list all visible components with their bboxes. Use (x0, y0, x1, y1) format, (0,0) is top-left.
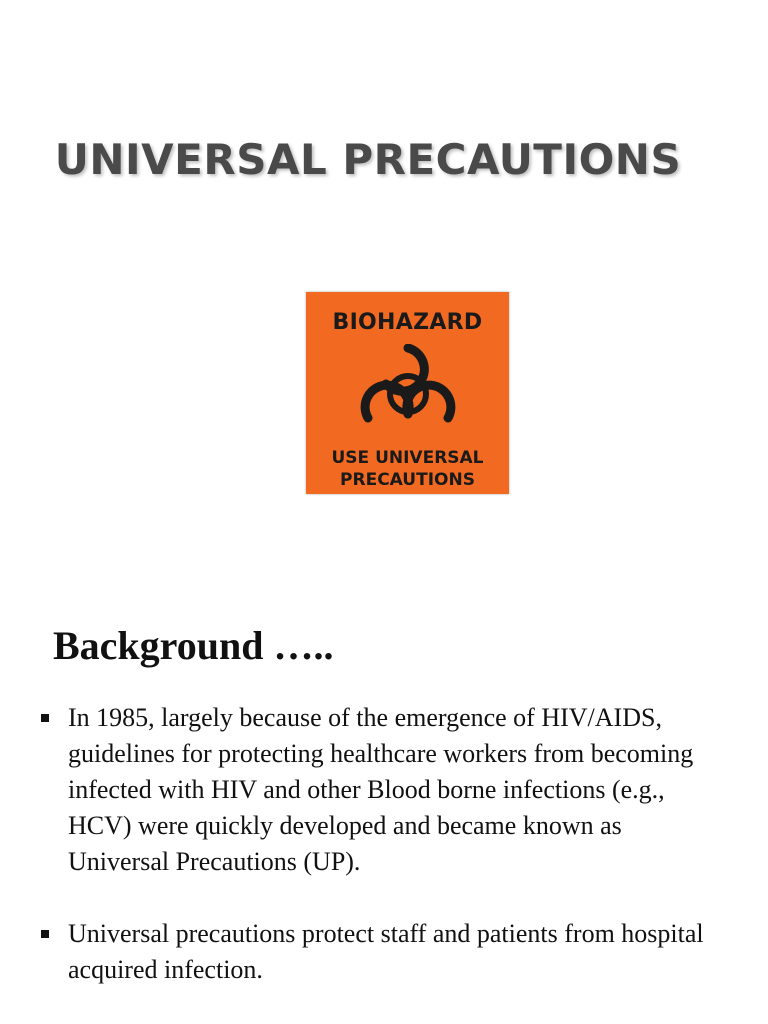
section-heading: Background ….. (53, 623, 334, 668)
sign-bottom-line1: USE UNIVERSAL (331, 448, 484, 468)
bullet-square-icon (41, 714, 49, 722)
biohazard-sign (306, 292, 509, 494)
bullet-text: In 1985, largely because of the emergence of HIV/AIDS, guidelines for protecting healthcare workers from becoming infected with HIV and other Blood borne infections (e.g., HCV) were quickly developed and became known as Universal Precautions (UP). (68, 703, 694, 876)
sign-bottom-line2: PRECAUTIONS (340, 470, 475, 490)
sign-bottom-text (306, 447, 509, 491)
bullet-square-icon (41, 930, 49, 938)
list-item (0, 700, 768, 880)
list-item (0, 916, 768, 988)
biohazard-icon (358, 344, 458, 436)
bullet-text: Universal precautions protect staff and patients from hospital acquired infection. (68, 919, 704, 984)
bullet-list (0, 700, 768, 988)
sign-top-text: BIOHAZARD (332, 310, 483, 335)
page-title: UNIVERSAL PRECAUTIONS (54, 135, 682, 184)
